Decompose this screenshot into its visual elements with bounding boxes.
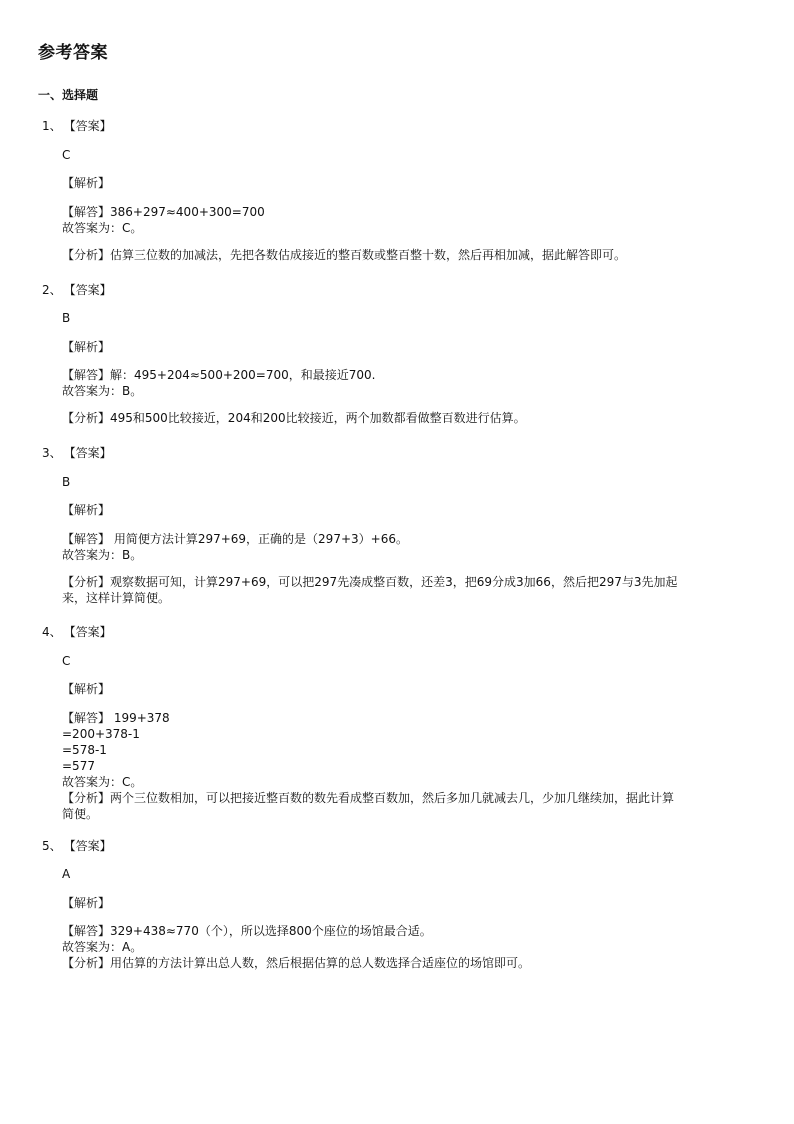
note-block bbox=[62, 574, 722, 606]
solution-line: 【解答】解：495+204≈500+200=700，和最接近700. bbox=[62, 368, 376, 382]
answer-letter: A bbox=[62, 867, 71, 881]
section-heading: 一、选择题 bbox=[38, 88, 99, 102]
analysis-tag: 【解析】 bbox=[62, 176, 111, 190]
solution-line: 故答案为：B。 bbox=[62, 384, 143, 398]
solution-line: 故答案为：C。 bbox=[62, 775, 143, 789]
analysis-tag: 【解析】 bbox=[62, 503, 111, 517]
solution-line: =577 bbox=[62, 759, 95, 773]
solution-line: 故答案为：C。 bbox=[62, 221, 143, 235]
solution-block bbox=[62, 923, 722, 971]
solution-line: =578-1 bbox=[62, 743, 107, 757]
solution-block bbox=[62, 367, 722, 399]
note-line: 【分析】观察数据可知，计算297+69，可以把297先凑成整百数，还差3，把69分成3加66，然后把297与3先加起 bbox=[62, 575, 678, 589]
answer-letter: B bbox=[62, 475, 71, 489]
analysis-tag: 【解析】 bbox=[62, 340, 111, 354]
answer-letter: C bbox=[62, 654, 71, 668]
note-line: 【分析】用估算的方法计算出总人数，然后根据估算的总人数选择合适座位的场馆即可。 bbox=[62, 956, 531, 970]
solution-line: 故答案为：B。 bbox=[62, 548, 143, 562]
page-title: 参考答案 bbox=[38, 43, 108, 63]
question-header bbox=[42, 838, 112, 854]
answer-letter: C bbox=[62, 148, 71, 162]
note-text: 【分析】估算三位数的加减法，先把各数估成接近的整百数或整百整十数，然后再相加减，据此解答即可。 bbox=[62, 248, 627, 262]
question-number: 5、 bbox=[42, 839, 62, 853]
solution-line: 故答案为：A。 bbox=[62, 940, 143, 954]
solution-block bbox=[62, 710, 722, 822]
note-line: 【分析】两个三位数相加，可以把接近整百数的数先看成整百数加，然后多加几就减去几，少加几继续加，据此计算 bbox=[62, 791, 675, 805]
solution-block bbox=[62, 531, 722, 563]
answer-tag: 【答案】 bbox=[63, 446, 112, 460]
answer-tag: 【答案】 bbox=[63, 839, 112, 853]
question-number: 2、 bbox=[42, 283, 62, 297]
question-header bbox=[42, 445, 112, 461]
question-number: 4、 bbox=[42, 625, 62, 639]
solution-line: 【解答】 用简便方法计算297+69，正确的是（297+3）+66。 bbox=[62, 532, 408, 546]
question-header bbox=[42, 118, 112, 134]
answer-tag: 【答案】 bbox=[63, 283, 112, 297]
note-line: 简便。 bbox=[62, 807, 99, 821]
solution-line: 【解答】386+297≈400+300=700 bbox=[62, 205, 265, 219]
note-text: 【分析】495和500比较接近，204和200比较接近，两个加数都看做整百数进行估算。 bbox=[62, 411, 526, 425]
answer-letter: B bbox=[62, 311, 71, 325]
note-line: 来，这样计算简便。 bbox=[62, 591, 171, 605]
question-number: 1、 bbox=[42, 119, 62, 133]
solution-block bbox=[62, 204, 722, 236]
answer-tag: 【答案】 bbox=[63, 625, 112, 639]
analysis-tag: 【解析】 bbox=[62, 896, 111, 910]
answer-tag: 【答案】 bbox=[63, 119, 112, 133]
question-number: 3、 bbox=[42, 446, 62, 460]
question-header bbox=[42, 282, 112, 298]
solution-line: 【解答】329+438≈770（个），所以选择800个座位的场馆最合适。 bbox=[62, 924, 432, 938]
question-header bbox=[42, 624, 112, 640]
solution-line: =200+378-1 bbox=[62, 727, 140, 741]
analysis-tag: 【解析】 bbox=[62, 682, 111, 696]
solution-line: 【解答】 199+378 bbox=[62, 711, 170, 725]
